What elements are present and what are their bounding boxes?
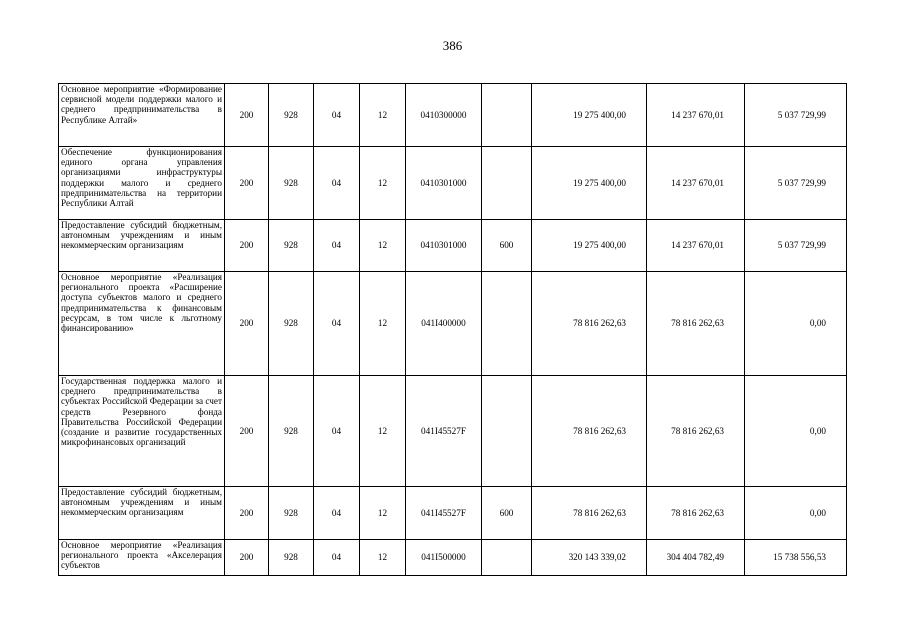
table-row bbox=[59, 272, 847, 376]
target-article-code: 041I45527F bbox=[406, 376, 482, 487]
executed-amount: 78 816 262,63 bbox=[647, 487, 745, 540]
row-name: Предоставление субсидий бюджетным, автономным учреждениям и иным некоммерческим организациям bbox=[59, 487, 225, 540]
subsection-code: 12 bbox=[360, 220, 406, 272]
row-name: Обеспечение функционирования единого органа управления организациями инфраструктуры поддержки малого и среднего предпринимательства на территории Республики Алтай bbox=[59, 147, 225, 220]
expense-type-code bbox=[482, 272, 532, 376]
expense-type-code bbox=[482, 376, 532, 487]
row-name: Предоставление субсидий бюджетным, автономным учреждениям и иным некоммерческим организациям bbox=[59, 220, 225, 272]
section-code: 04 bbox=[314, 220, 360, 272]
remainder-amount: 15 738 556,53 bbox=[745, 540, 847, 576]
remainder-amount: 5 037 729,99 bbox=[745, 84, 847, 147]
grbs-code: 928 bbox=[269, 220, 314, 272]
subsection-code: 12 bbox=[360, 487, 406, 540]
subsection-code: 12 bbox=[360, 84, 406, 147]
expense-type-code bbox=[482, 147, 532, 220]
executed-amount: 14 237 670,01 bbox=[647, 147, 745, 220]
executed-amount: 14 237 670,01 bbox=[647, 84, 745, 147]
approved-amount: 78 816 262,63 bbox=[532, 487, 647, 540]
section-code: 04 bbox=[314, 540, 360, 576]
section-code: 04 bbox=[314, 272, 360, 376]
subsection-code: 12 bbox=[360, 540, 406, 576]
target-article-code: 041I500000 bbox=[406, 540, 482, 576]
executed-amount: 78 816 262,63 bbox=[647, 376, 745, 487]
grbs-code: 928 bbox=[269, 376, 314, 487]
subsection-code: 12 bbox=[360, 376, 406, 487]
target-article-code: 041I400000 bbox=[406, 272, 482, 376]
approved-amount: 320 143 339,02 bbox=[532, 540, 647, 576]
table-row bbox=[59, 540, 847, 576]
remainder-amount: 0,00 bbox=[745, 376, 847, 487]
row-name: Государственная поддержка малого и среднего предпринимательства в субъектах Российской Федерации за счет средств Резервного фонда Правительства Российской Федерации (создание и развитие государственных микрофинансовых организаций bbox=[59, 376, 225, 487]
page-number: 386 bbox=[442, 38, 463, 53]
table-row bbox=[59, 487, 847, 540]
table-row bbox=[59, 84, 847, 147]
approved-amount: 78 816 262,63 bbox=[532, 376, 647, 487]
grbs-code: 928 bbox=[269, 272, 314, 376]
budget-table bbox=[58, 83, 847, 576]
expense-type-code: 600 bbox=[482, 220, 532, 272]
grbs-code: 928 bbox=[269, 84, 314, 147]
expense-type-code bbox=[482, 540, 532, 576]
row-name: Основное мероприятие «Реализация регионального проекта «Акселерация субъектов bbox=[59, 540, 225, 576]
ministry-code: 200 bbox=[225, 376, 269, 487]
grbs-code: 928 bbox=[269, 147, 314, 220]
grbs-code: 928 bbox=[269, 540, 314, 576]
ministry-code: 200 bbox=[225, 84, 269, 147]
executed-amount: 304 404 782,49 bbox=[647, 540, 745, 576]
remainder-amount: 5 037 729,99 bbox=[745, 220, 847, 272]
ministry-code: 200 bbox=[225, 487, 269, 540]
target-article-code: 0410301000 bbox=[406, 220, 482, 272]
row-name: Основное мероприятие «Реализация регионального проекта «Расширение доступа субъектов малого и среднего предпринимательства к финансовым ресурсам, в том числе к льготному финансированию» bbox=[59, 272, 225, 376]
ministry-code: 200 bbox=[225, 220, 269, 272]
subsection-code: 12 bbox=[360, 272, 406, 376]
remainder-amount: 5 037 729,99 bbox=[745, 147, 847, 220]
section-code: 04 bbox=[314, 487, 360, 540]
grbs-code: 928 bbox=[269, 487, 314, 540]
row-name: Основное мероприятие «Формирование сервисной модели поддержки малого и среднего предпринимательства в Республике Алтай» bbox=[59, 84, 225, 147]
section-code: 04 bbox=[314, 147, 360, 220]
ministry-code: 200 bbox=[225, 147, 269, 220]
approved-amount: 78 816 262,63 bbox=[532, 272, 647, 376]
approved-amount: 19 275 400,00 bbox=[532, 220, 647, 272]
remainder-amount: 0,00 bbox=[745, 487, 847, 540]
target-article-code: 041I45527F bbox=[406, 487, 482, 540]
remainder-amount: 0,00 bbox=[745, 272, 847, 376]
expense-type-code bbox=[482, 84, 532, 147]
section-code: 04 bbox=[314, 84, 360, 147]
table-row bbox=[59, 147, 847, 220]
table-row bbox=[59, 220, 847, 272]
approved-amount: 19 275 400,00 bbox=[532, 84, 647, 147]
executed-amount: 78 816 262,63 bbox=[647, 272, 745, 376]
table-row bbox=[59, 376, 847, 487]
executed-amount: 14 237 670,01 bbox=[647, 220, 745, 272]
target-article-code: 0410301000 bbox=[406, 147, 482, 220]
target-article-code: 0410300000 bbox=[406, 84, 482, 147]
expense-type-code: 600 bbox=[482, 487, 532, 540]
subsection-code: 12 bbox=[360, 147, 406, 220]
ministry-code: 200 bbox=[225, 272, 269, 376]
section-code: 04 bbox=[314, 376, 360, 487]
approved-amount: 19 275 400,00 bbox=[532, 147, 647, 220]
ministry-code: 200 bbox=[225, 540, 269, 576]
